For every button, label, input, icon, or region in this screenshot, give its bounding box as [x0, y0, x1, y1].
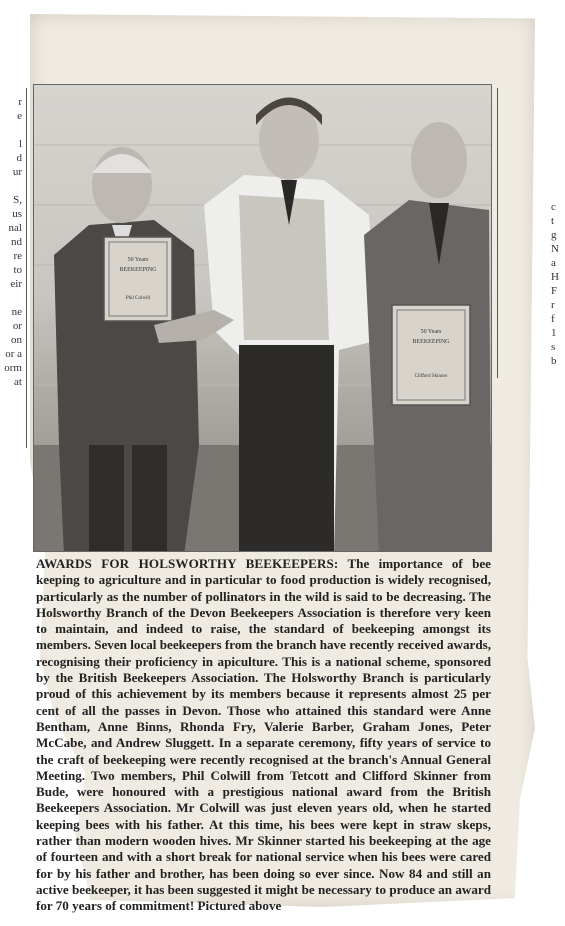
award-photograph: [33, 84, 492, 552]
adjacent-column-right-fragment: f: [551, 313, 555, 325]
adjacent-column-left-fragment: l: [18, 138, 22, 150]
adjacent-column-left-fragment: re: [13, 250, 22, 262]
adjacent-column-left-fragment: us: [12, 208, 22, 220]
adjacent-column-left-fragment: nd: [11, 236, 22, 248]
adjacent-column-left-fragment: or: [12, 320, 22, 332]
article-caption: [36, 556, 491, 915]
article-body: The importance of bee keeping to agriculture and in particular to food production is widely recognised, particularly as the number of pollinators in the wild is said to be decreasing. The Holsworthy Branch of the Devon Beekeepers Association is therefore very keen to maintain, and indeed to raise, the standard of beekeeping amongst its members. Seven local beekeepers from the branch have recently received awards, recognising their proficiency in apiculture. This is a national scheme, sponsored by the British Beekeepers Association. The Holsworthy Branch is particularly proud of this achievement by its members because it represents almost 25 per cent of all the passes in Devon. Those who attained this standard were Anne Bentham, Anne Binns, Rhonda Fry, Valerie Barber, Graham Jones, Peter McCabe, and Andrew Sluggett. In a separate ceremony, fifty years of service to the craft of beekeeping were recently recognised at the branch's Annual General Meeting. Two members, Phil Colwill from Tetcott and Clifford Skinner from Bude, were honoured with a prestigious national award from the British Beekeepers Association. Mr Colwill was just eleven years old, when he started keeping bees with his father. At this time, his bees were kept in straw skeps, rather than modern wooden hives. Mr Skinner started his beekeeping at the age of fourteen and with a short break for national service when his bees were cared for by his father and brother, has been doing so ever since. Now 84 and still an active beekeeper, it has been suggested it might be necessary to produce an award for 70 years of commitment! Pictured above: [36, 556, 491, 914]
adjacent-column-left-fragment: or a: [5, 348, 22, 360]
adjacent-column-left-fragment: e: [17, 110, 22, 122]
adjacent-column-left-fragment: d: [16, 152, 22, 164]
adjacent-column-left-fragment: to: [13, 264, 22, 276]
certificate-left-title: BEEKEEPING: [119, 267, 157, 273]
certificate-left: [104, 237, 172, 321]
adjacent-column-left-fragment: [0, 179, 22, 193]
adjacent-column-left-fragment: r: [18, 96, 22, 108]
adjacent-column-left-fragment: ne: [11, 306, 22, 318]
adjacent-column-right: [551, 200, 565, 460]
adjacent-column-left-fragment: orm: [4, 362, 22, 374]
article-headline: AWARDS FOR HOLSWORTHY BEEKEEPERS:: [36, 556, 339, 571]
adjacent-column-right-fragment: g: [551, 229, 557, 241]
adjacent-column-left-fragment: S,: [13, 194, 22, 206]
adjacent-column-right-fragment: r: [551, 299, 555, 311]
certificate-right-title: BEEKEEPING: [412, 339, 450, 345]
adjacent-column-right-fragment: 1: [551, 327, 557, 339]
adjacent-column-left-fragment: on: [11, 334, 22, 346]
adjacent-column-right-fragment: a: [551, 257, 556, 269]
adjacent-column-left-fragment: ur: [12, 166, 22, 178]
person-left: [54, 147, 199, 551]
certificate-right: [392, 305, 470, 405]
adjacent-column-left-fragment: [0, 123, 22, 137]
adjacent-column-right-fragment: c: [551, 201, 556, 213]
certificate-right-name: Clifford Skinner: [414, 374, 448, 379]
adjacent-column-right-fragment: H: [551, 271, 559, 283]
certificate-left-years: 50 Years: [127, 257, 149, 263]
adjacent-column-left-fragment: nal: [8, 222, 22, 234]
column-rule-left: [26, 88, 27, 448]
adjacent-column-right-fragment: F: [551, 285, 558, 297]
adjacent-column-right-fragment: b: [551, 355, 557, 367]
adjacent-column-left-fragment: [0, 291, 22, 305]
adjacent-column-left: [0, 95, 22, 425]
certificate-left-name: Phil Colwill: [125, 296, 151, 301]
photo-illustration: [34, 85, 491, 551]
certificate-right-years: 50 Years: [420, 329, 442, 335]
adjacent-column-right-fragment: N: [551, 243, 559, 255]
adjacent-column-left-fragment: at: [14, 376, 22, 388]
adjacent-column-left-fragment: eir: [10, 278, 22, 290]
adjacent-column-right-fragment: s: [551, 341, 556, 353]
column-rule-right: [497, 88, 498, 378]
adjacent-column-right-fragment: t: [551, 215, 555, 227]
